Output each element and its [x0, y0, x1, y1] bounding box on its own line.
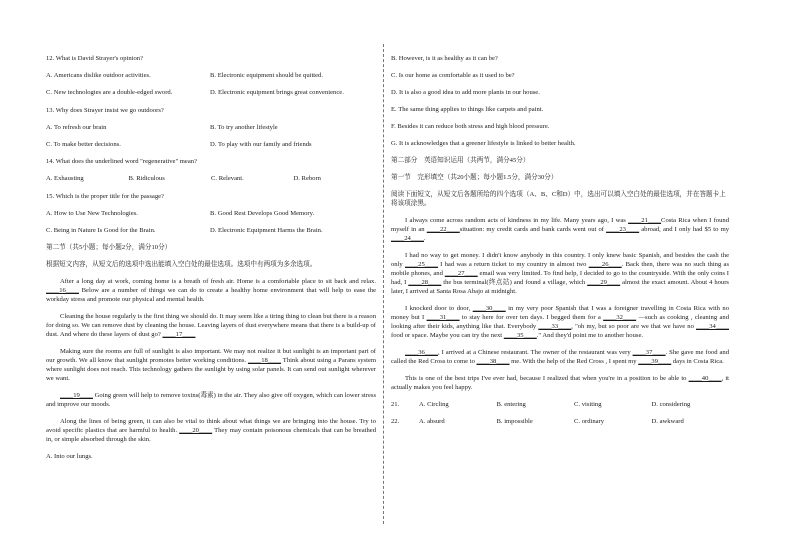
question-number: 21.	[391, 401, 400, 408]
question-15-options-row2	[46, 226, 376, 235]
question-15-options-row1	[46, 209, 376, 218]
option-d: D. considering	[651, 401, 691, 408]
choice-option-b: B. However, is it as healthy as it can be?	[391, 55, 498, 62]
option-b: B. entering	[496, 401, 526, 408]
option-c: C. New technologies are a double-edged sword.	[46, 89, 173, 97]
question-21-options	[391, 400, 729, 409]
blank-20: ____20____	[179, 427, 213, 435]
choice-option-f: F. Besides it can reduce both stress and high blood pressure.	[391, 123, 550, 130]
blank-17: ____17____	[162, 331, 196, 339]
choice-option-a: A. Into our lungs.	[46, 453, 93, 461]
blank-18: ____18____	[248, 357, 281, 365]
blank-16: ____16____	[46, 287, 79, 295]
question-13-stem: 13. Why does Strayer insist we go outdoors?	[46, 106, 164, 114]
option-b: B. Electronic equipment should be quitted.	[210, 72, 323, 80]
column-divider	[383, 44, 384, 524]
cloze-paragraph-3: I knocked door to door, ____30____ in my very poor Spanish that I was a foreigner travelling in Costa Rica with no money but I ____31____ to stay here for over ten days. I begged them for a ____32____ —such as cooking , cleaning and looking after their kids, anything like that. Everybody ____33____, "oh my, but so poor are we that we have no ____34____ food or space. Maybe you can try the next ____35____." And they'd point me to another house.	[391, 305, 730, 339]
option-c: C. Relevant.	[211, 175, 244, 183]
blank-26: ____26____	[588, 261, 622, 268]
blank-29: ____29____	[587, 279, 621, 286]
option-a: A. To refresh our brain	[46, 123, 107, 131]
question-12-stem: 12. What is David Strayer's opinion?	[46, 55, 144, 62]
option-b: B. impossible	[496, 418, 533, 425]
blank-39: ____39____	[638, 358, 672, 365]
option-a: A. Americans dislike outdoor activities.	[46, 72, 151, 80]
question-14-stem: 14. What does the underlined word "regenerative" mean?	[46, 158, 197, 166]
question-22-options	[391, 417, 729, 426]
blank-40: ____40____	[688, 375, 722, 382]
passage-paragraph-5: Along the lines of being green, it can also be vital to think about what things we are bringing into the house. Try to avoid specific plastics that are harmful to health. ____20____ They may contain poisonous chemicals that can be breathed in, or simple absorbed through the skin.	[46, 418, 376, 444]
option-a: A. How to Use New Technologies.	[46, 209, 138, 217]
blank-35: ____35____	[503, 332, 537, 339]
option-b: B. Ridiculous	[128, 175, 165, 183]
passage-paragraph-3: Making sure the rooms are full of sunlight is also important. We may not realize it but sunlight is an important part of our growth. We all know that sunlight promotes better working conditions. ____18____ Think about using a Parans system where sunlight does not reach. This technology gathers the sunlight by using solar panels. It can send out sunlight wherever we want.	[46, 348, 376, 383]
choice-option-e: E. The same thing applies to things like carpets and paint.	[391, 106, 544, 113]
blank-37: ____37____	[632, 349, 666, 356]
option-d: D. Electronic equipment brings great convenience.	[210, 89, 344, 97]
section-2-title: 第二节（共5小题；每小题2分，满分10分）	[46, 244, 172, 252]
passage-paragraph-4: ____19____ Going green will help to remove toxins(毒素) in the air. They also give off oxygen, which can lower stress and improve our moods.	[46, 392, 377, 409]
option-c: C. visiting	[574, 401, 602, 408]
option-d: D. To play with our family and friends	[210, 140, 312, 148]
option-c: C. ordinary	[574, 418, 605, 425]
part-2-title: 第二部分 英语知识运用（共两节，满分45分）	[391, 157, 530, 164]
blank-23: ____23____	[606, 226, 640, 233]
cloze-paragraph-5: This is one of the best trips I've ever had, because I realized that when you're in a position to be able to ____40____, it actually makes you feel happy.	[391, 375, 729, 391]
section-1-title: 第一节 完形填空（共20小题；每小题1.5分，满分30分）	[391, 174, 558, 181]
option-a: A. Exhausting	[46, 175, 84, 183]
blank-30: ____30____	[472, 305, 506, 312]
blank-32: ____32____	[603, 314, 637, 321]
passage-paragraph-2: Cleaning the house regularly is the first thing we should do. It may seem like a tiring thing to clean but there is a reason for doing so. We can remove dust by cleaning the house. Leaving layers of dust everywhere means that there is a build-up of dust. And where do these layers of dust go? ____17____	[46, 313, 376, 339]
option-a: A. absurd	[419, 418, 445, 425]
option-b: B. Good Rest Develops Good Memory.	[210, 209, 315, 217]
question-12-options-row1	[46, 71, 376, 80]
blank-21: ____21____	[628, 217, 662, 224]
blank-38: ____38____	[476, 358, 510, 365]
section-1-instructions: 阅读下面短文，从短文后各题所给的四个选项（A、B、C和D）中，选出可以填入空白处的最佳选项，并在答题卡上将该项涂黑。	[391, 191, 726, 207]
blank-31: ____31____	[426, 314, 460, 321]
passage-paragraph-1: After a long day at work, coming home is a breath of fresh air. Home is a comfortable place to sit back and relax. ____16____ Below are a number of things we can do to create a healthy home environment that will help to ease the workday stress and promote our physical and mental health.	[46, 278, 376, 304]
question-number: 22.	[391, 418, 400, 425]
blank-28: ____28____	[408, 279, 442, 286]
blank-24: ____24____	[391, 235, 424, 242]
blank-34: ____34____	[696, 323, 729, 330]
question-13-options-row1	[46, 123, 376, 132]
option-c: C. Being in Nature Is Good for the Brain.	[46, 226, 156, 234]
left-column	[46, 54, 376, 469]
question-14-options	[46, 174, 376, 183]
question-15-stem: 15. Which is the proper title for the passage?	[46, 192, 164, 200]
right-column	[391, 54, 729, 434]
blank-36: ____36____	[405, 349, 438, 356]
blank-19: ____19____	[60, 392, 93, 400]
cloze-paragraph-1: I always come across random acts of kindness in my life. Many years ago, I was ____21____Costa Rica when I found myself in an ____22____situation: my credit cards and bank cards went out of ____23____ abroad, and I only had $5 to my ____24____.	[391, 217, 729, 242]
option-c: C. To make better decisions.	[46, 140, 121, 148]
cloze-paragraph-4: ____36____, I arrived at a Chinese restaurant. The owner of the restaurant was very ____37____. She gave me food and called the Red Cross to come to ____38____ me. With the help of the Red Cross , I spent my ____39____ days in Costa Rica.	[391, 349, 729, 365]
option-a: A. Circling	[419, 401, 449, 408]
cloze-paragraph-2: I had no way to get money. I didn't know anybody in this country. I only knew basic Spanish, and besides the cash the only ____25____ I had was a return ticket to my country in almost two ____26____. Back then, there was no such thing as mobile phones, and ____27____ email was very limited. To find help, I decided to go to the countryside. With the only coins I had, I ____28____ the bus terminal(终点站) and found a village, which ____29____ almost the exact amount. About 4 hours later, I arrived at Santa Rosa Abajo at midnight.	[391, 252, 730, 295]
option-d: D. awkward	[651, 418, 684, 425]
blank-22: ____22____	[426, 226, 460, 233]
blank-25: ____25____	[404, 261, 438, 268]
option-b: B. To try another lifestyle	[210, 123, 278, 131]
option-d: D. Electronic Equipment Harms the Brain.	[210, 226, 323, 234]
question-12-options-row2	[46, 88, 376, 97]
blank-33: ____33____	[538, 323, 572, 330]
blank-27: ____27____	[444, 270, 478, 277]
section-2-instructions: 根据短文内容，从短文后的选项中选出能填入空白处的最佳选项。选项中有两项为多余选项。	[46, 261, 317, 269]
choice-option-c: C. Is our home as comfortable as it used to be?	[391, 72, 515, 79]
choice-option-g: G. It is acknowledges that a greener lifestyle is linked to better health.	[391, 140, 576, 147]
option-d: D. Reborn	[293, 175, 321, 183]
question-13-options-row2	[46, 140, 376, 149]
choice-option-d: D. It is also a good idea to add more plants in our house.	[391, 89, 540, 96]
